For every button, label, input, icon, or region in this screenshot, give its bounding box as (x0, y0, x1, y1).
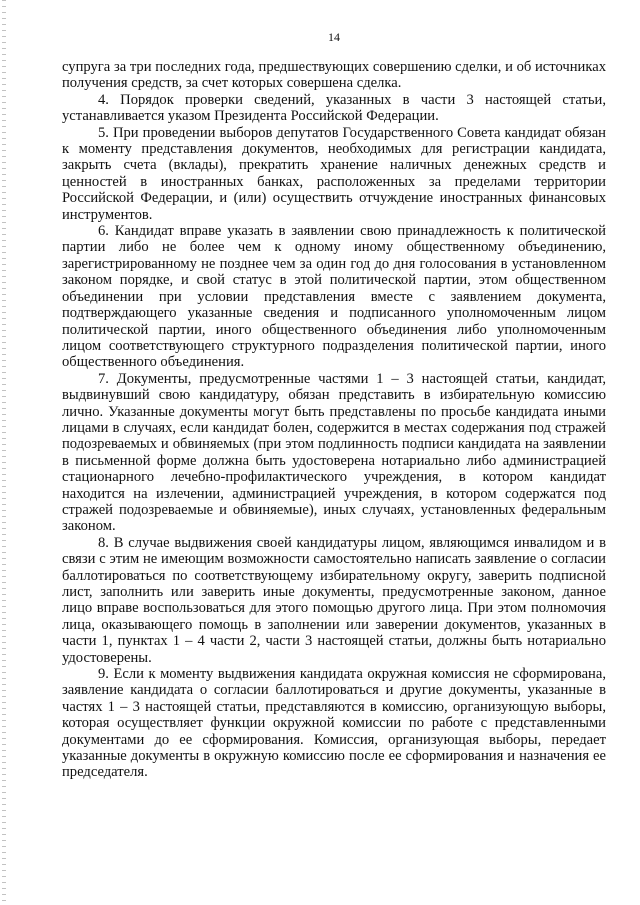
paragraph-4: 4. Порядок проверки сведений, указанных в части 3 настоящей статьи, устанавливается указом Президента Российской Федерации. (62, 91, 606, 125)
paragraph-continuation: супруга за три последних года, предшествующих совершению сделки, и об источниках получения средств, за счет которых совершена сделка. (62, 59, 606, 92)
scan-edge-marks (2, 0, 6, 905)
paragraph-5: 5. При проведении выборов депутатов Государственного Совета кандидат обязан к моменту представления документов, необходимых для регистрации кандидата, закрыть счета (вклады), прекратить хранение наличных денежных средств и ценностей в иностранных банках, расположенных за пределами территории Российской Федерации, и (или) осуществить отчуждение иностранных финансовых инструментов. (62, 124, 606, 223)
page-number: 14 (328, 30, 340, 44)
paragraph-7: 7. Документы, предусмотренные частями 1 – 3 настоящей статьи, кандидат, выдвинувший свою кандидатуру, обязан представить в избирательную комиссию лично. Указанные документы могут быть представлены по просьбе кандидата иными лицами в случаях, если кандидат болен, содержится в местах содержания под стражей подозреваемых и обвиняемых (при этом подлинность подписи кандидата на заявлении в письменной форме должна быть удостоверена нотариально либо администрацией стационарного лечебно-профилактического учреждения, в котором кандидат находится на излечении, администрацией учреждения, в котором содержатся под стражей подозреваемые и обвиняемые), иных случаях, установленных федеральным законом. (62, 370, 606, 535)
paragraph-6: 6. Кандидат вправе указать в заявлении свою принадлежность к политической партии либо не более чем к одному иному общественному объединению, зарегистрированному не позднее чем за один год до дня голосования в установленном законом порядке, и свой статус в этой политической партии, этом общественном объединении при условии представления вместе с заявлением документа, подтверждающего указанные сведения и подписанного уполномоченным лицом политической партии, иного общественного объединения либо уполномоченным лицом соответствующего структурного подразделения политической партии, иного общественного объединения. (62, 223, 606, 371)
paragraph-9: 9. Если к моменту выдвижения кандидата окружная комиссия не сформирована, заявление кандидата о согласии баллотироваться и другие документы, указанные в частях 1 – 3 настоящей статьи, представляются в комиссию, организующую выборы, которая осуществляет функции окружной комиссии по работе с представленными документами до ее сформирования. Комиссия, организующая выборы, передает указанные документы в окружную комиссию после ее сформирования и назначения ее председателя. (62, 666, 606, 781)
paragraph-8: 8. В случае выдвижения своей кандидатуры лицом, являющимся инвалидом и в связи с этим не имеющим возможности самостоятельно написать заявление о согласии баллотироваться по соответствующему избирательному округу, заверить подписной лист, заполнить или заверить иные документы, предусмотренные законом, данное лицо вправе воспользоваться для этого помощью другого лица. При этом полномочия лица, оказывающего помощь в заполнении или заверении документов, указанных в части 1, пунктах 1 – 4 части 2, части 3 настоящей статьи, должны быть нотариально удостоверены. (62, 534, 606, 666)
document-body (62, 59, 606, 781)
